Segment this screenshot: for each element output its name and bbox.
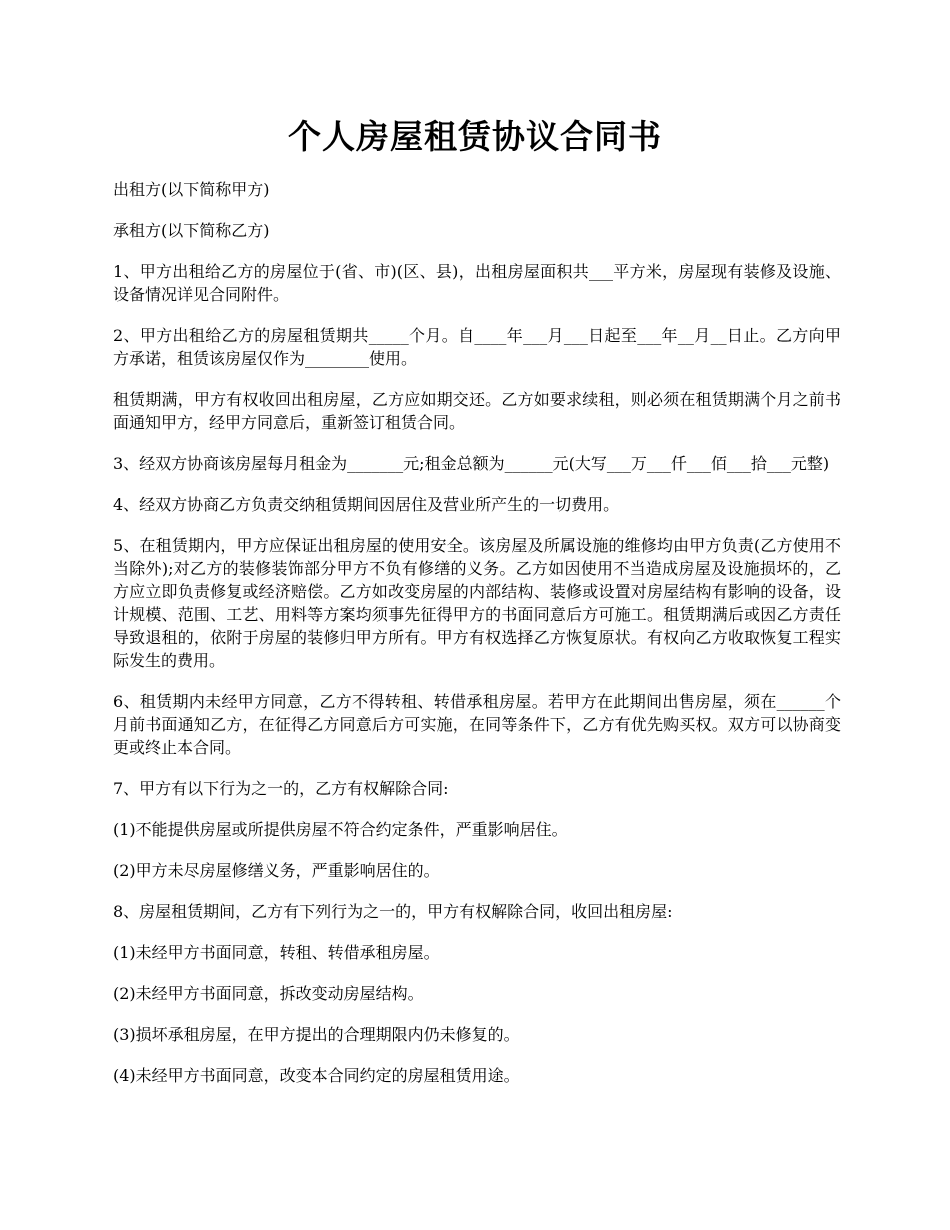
document-body xyxy=(113,178,841,1105)
paragraph-lessor: 出租方(以下简称甲方) xyxy=(113,180,270,199)
document-title: 个人房屋租赁协议合同书 xyxy=(288,117,662,156)
paragraph-clause-3: 3、经双方协商该房屋每月租金为_______元;租金总额为______元(大写___万___仟___佰___拾___元整) xyxy=(113,454,830,473)
paragraph-lease-expiry: 租赁期满，甲方有权收回出租房屋，乙方应如期交还。乙方如要求续租，则必须在租赁期满个月之前书面通知甲方，经甲方同意后，重新签订租赁合同。 xyxy=(113,390,841,432)
paragraph-clause-8-item-3: (3)损坏承租房屋，在甲方提出的合理期限内仍未修复的。 xyxy=(113,1025,520,1044)
paragraph-clause-1: 1、甲方出租给乙方的房屋位于(省、市)(区、县)，出租房屋面积共___平方米，房屋现有装修及设施、设备情况详见合同附件。 xyxy=(113,262,841,304)
paragraph-clause-8: 8、房屋租赁期间，乙方有下列行为之一的，甲方有权解除合同，收回出租房屋: xyxy=(113,902,673,921)
paragraph-clause-7: 7、甲方有以下行为之一的，乙方有权解除合同: xyxy=(113,779,449,798)
paragraph-clause-6: 6、租赁期内未经甲方同意，乙方不得转租、转借承租房屋。若甲方在此期间出售房屋，须在______个月前书面通知乙方，在征得乙方同意后方可实施，在同等条件下，乙方有优先购买权。双方可以协商变更或终止本合同。 xyxy=(113,692,841,757)
paragraph-clause-5: 5、在租赁期内，甲方应保证出租房屋的使用安全。该房屋及所属设施的维修均由甲方负责(乙方使用不当除外);对乙方的装修装饰部分甲方不负有修缮的义务。乙方如因使用不当造成房屋及设施损坏的，乙方应立即负责修复或经济赔偿。乙方如改变房屋的内部结构、装修或设置对房屋结构有影响的设备，设计规模、范围、工艺、用料等方案均须事先征得甲方的书面同意后方可施工。租赁期满后或因乙方责任导致退租的，依附于房屋的装修归甲方所有。甲方有权选择乙方恢复原状。有权向乙方收取恢复工程实际发生的费用。 xyxy=(113,536,841,670)
paragraph-clause-4: 4、经双方协商乙方负责交纳租赁期间因居住及营业所产生的一切费用。 xyxy=(113,495,620,514)
paragraph-clause-7-item-1: (1)不能提供房屋或所提供房屋不符合约定条件，严重影响居住。 xyxy=(113,820,568,839)
paragraph-clause-8-item-2: (2)未经甲方书面同意，拆改变动房屋结构。 xyxy=(113,984,424,1003)
paragraph-lessee: 承租方(以下简称乙方) xyxy=(113,221,270,240)
paragraph-clause-8-item-1: (1)未经甲方书面同意，转租、转借承租房屋。 xyxy=(113,943,440,962)
paragraph-clause-2: 2、甲方出租给乙方的房屋租赁期共_____个月。自____年___月___日起至___年__月__日止。乙方向甲方承诺，租赁该房屋仅作为________使用。 xyxy=(113,326,841,368)
paragraph-clause-8-item-4: (4)未经甲方书面同意，改变本合同约定的房屋租赁用途。 xyxy=(113,1066,520,1085)
paragraph-clause-7-item-2: (2)甲方未尽房屋修缮义务，严重影响居住的。 xyxy=(113,861,440,880)
